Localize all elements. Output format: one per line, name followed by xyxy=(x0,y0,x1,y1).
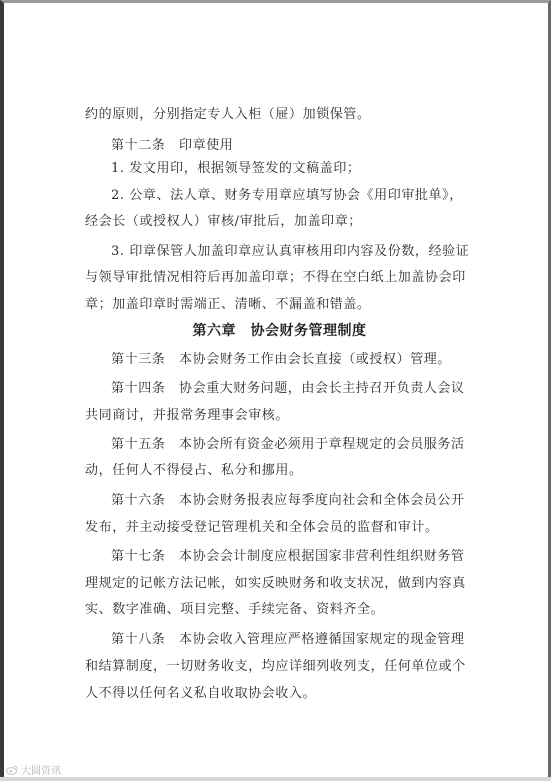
text-line: 实、数字准确、项目完整、手续完备、资料齐全。 xyxy=(85,602,385,617)
text-line: 第十三条 本协会财务工作由会长直接（或授权）管理。 xyxy=(111,352,452,367)
watermark-text: 大圆资讯 xyxy=(21,766,61,777)
text-line: 经会长（或授权人）审核/审批后，加盖印章； xyxy=(85,214,362,229)
chapter-heading: 第六章 协会财务管理制度 xyxy=(192,323,367,339)
bottom-strip xyxy=(0,777,551,781)
text-line: 第十八条 本协会收入管理应严格遵循国家规定的现金管理 xyxy=(111,632,465,647)
text-line: 动，任何人不得侵占、私分和挪用。 xyxy=(85,463,303,478)
text-line: 约的原则，分别指定专人入柜（屉）加锁保管。 xyxy=(85,107,371,122)
article-12-title: 第十二条 印章使用 xyxy=(111,138,234,153)
text-line: 第十六条 本协会财务报表应每季度向社会和全体会员公开 xyxy=(111,493,465,508)
watermark xyxy=(6,762,61,777)
text-line: 和结算制度，一切财务收支，均应详细列收列支，任何单位或个 xyxy=(85,659,466,674)
text-line: 1. 发文用印，根据领导签发的文稿盖印； xyxy=(111,161,361,176)
text-line: 理规定的记帐方法记帐，如实反映财务和收支状况，做到内容真 xyxy=(85,576,466,591)
text-line: 发布，并主动接受登记管理机关和全体会员的监督和审计。 xyxy=(85,520,439,535)
text-line: 第十七条 本协会会计制度应根据国家非营利性组织财务管 xyxy=(111,549,465,564)
text-line: 3. 印章保管人加盖印章应认真审核用印内容及份数，经验证 xyxy=(111,244,470,259)
text-line: 2. 公章、法人章、财务专用章应填写协会《用印审批单》， xyxy=(111,188,463,203)
text-line: 共同商讨，并报常务理事会审核。 xyxy=(85,408,290,423)
text-line: 章；加盖印章时需端正、清晰、不漏盖和错盖。 xyxy=(85,297,371,312)
text-line: 第十五条 本协会所有资金必须用于章程规定的会员服务活 xyxy=(111,437,465,452)
weibo-logo-icon xyxy=(6,765,18,775)
text-line: 人不得以任何名义私自收取协会收入。 xyxy=(85,686,317,701)
text-line: 与领导审批情况相符后再加盖印章；不得在空白纸上加盖协会印 xyxy=(85,270,466,285)
text-line: 第十四条 协会重大财务问题，由会长主持召开负责人会议 xyxy=(111,381,465,396)
